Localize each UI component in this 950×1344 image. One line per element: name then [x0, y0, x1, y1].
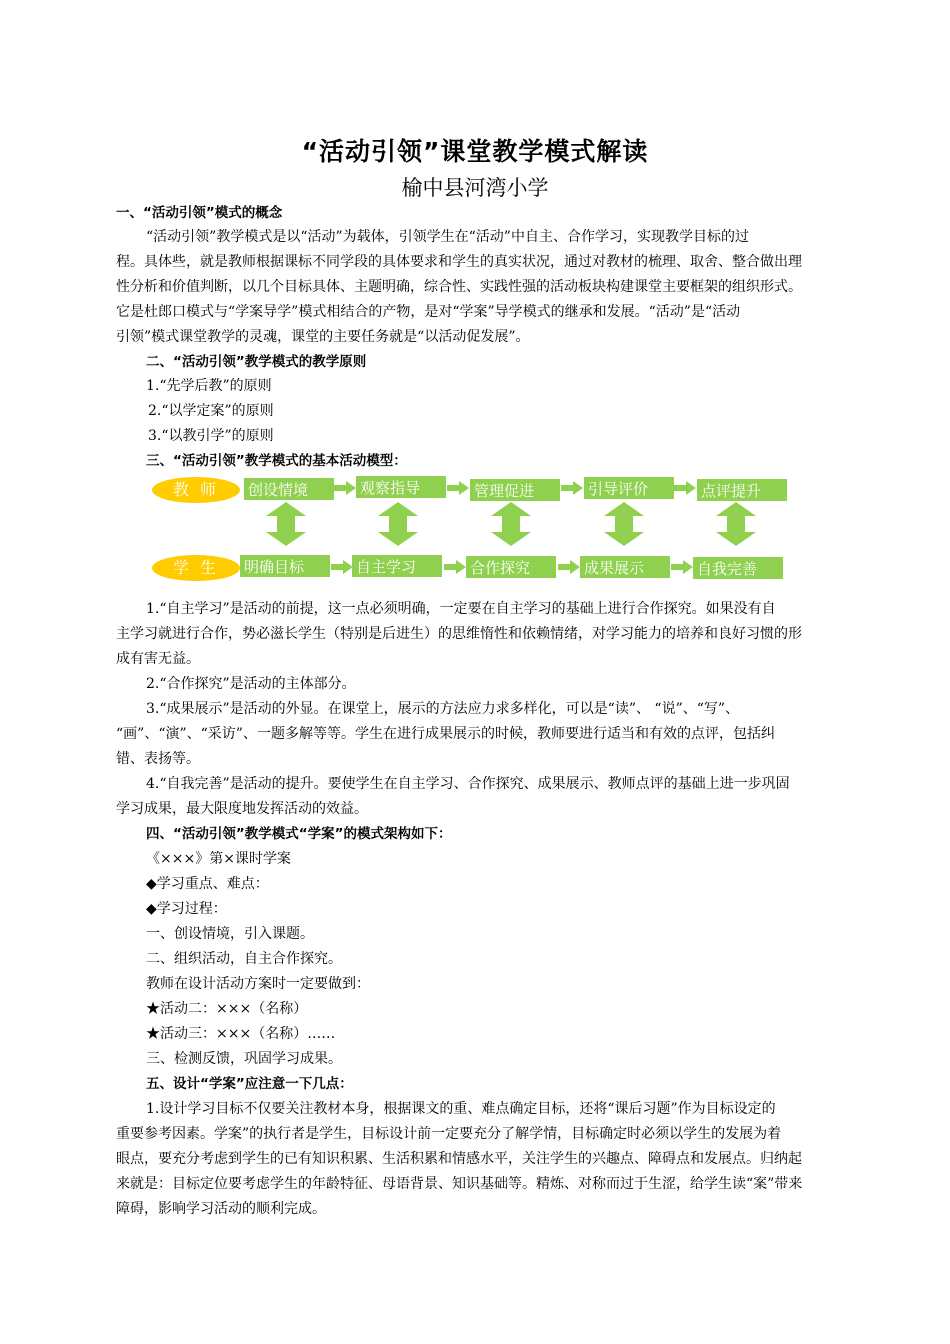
template-line: 教师在设计活动方案时一定要做到：	[146, 976, 370, 992]
double-arrow-icon	[716, 502, 756, 546]
template-line: ★活动二：×××（名称）	[146, 1001, 308, 1017]
section5-line: 1.设计学习目标不仅要关注教材本身，根据课文的重、难点确定目标，还将“课后习题”作为目标设定的	[146, 1101, 776, 1117]
template-line: ◆学习重点、难点：	[146, 876, 269, 892]
section2-heading: 二、“活动引领”教学模式的教学原则	[146, 354, 367, 370]
section3-paragraph-line: 1.“自主学习”是活动的前提，这一点必须明确，一定要在自主学习的基础上进行合作探究。如果没有自	[146, 601, 776, 617]
template-line: 二、组织活动，自主合作探究。	[146, 951, 342, 967]
section5-line: 眼点，要充分考虑到学生的已有知识积累、生活积累和情感水平，关注学生的兴趣点、障碍点和发展点。归纳起	[116, 1151, 802, 1167]
section3-paragraph-line: “画”、“演”、“采访”、一题多解等等。学生在进行成果展示的时候，教师要进行适当和有效的点评，包括纠	[116, 726, 775, 742]
student-step: 自我完善	[693, 557, 783, 579]
section5-heading: 五、设计“学案”应注意一下几点：	[146, 1076, 353, 1092]
principle-item: 3.“以教引学”的原则	[148, 428, 274, 444]
principle-item: 1.“先学后教”的原则	[146, 378, 272, 394]
double-arrow-icon	[378, 502, 418, 546]
principle-item: 2.“以学定案”的原则	[148, 403, 274, 419]
section5-line: 障碍，影响学习活动的顺利完成。	[116, 1201, 326, 1217]
document-title: “活动引领”课堂教学模式解读	[301, 137, 649, 166]
right-arrow-icon	[447, 481, 469, 495]
double-arrow-icon	[266, 502, 306, 546]
teacher-step: 引导评价	[584, 477, 674, 499]
template-line: ★活动三：×××（名称）……	[146, 1026, 336, 1042]
section3-paragraph-line: 错、表扬等。	[116, 751, 200, 767]
section1-heading: 一、“活动引领”模式的概念	[116, 205, 283, 221]
section5-line: 重要参考因素。学案”的执行者是学生，目标设计前一定要充分了解学情，目标确定时必须以学生的发展为着	[116, 1126, 782, 1142]
teacher-oval: 教 师	[152, 477, 240, 503]
document-subtitle: 榆中县河湾小学	[401, 176, 549, 200]
section5-line: 来就是：目标定位要考虑学生的年龄特征、母语背景、知识基础等。精炼、对称而过于生涩，给学生读“案”带来	[116, 1176, 803, 1192]
template-line: 三、检测反馈，巩固学习成果。	[146, 1051, 342, 1067]
teacher-step: 管理促进	[470, 479, 560, 501]
right-arrow-icon	[558, 560, 580, 574]
right-arrow-icon	[671, 560, 693, 574]
section3-paragraph-line: 主学习就进行合作，势必滋长学生（特别是后进生）的思维惰性和依赖情绪，对学习能力的培养和良好习惯的形	[116, 626, 802, 642]
right-arrow-icon	[561, 481, 583, 495]
section3-paragraph-line: 4.“自我完善”是活动的提升。要使学生在自主学习、合作探究、成果展示、教师点评的基础上进一步巩固	[146, 776, 790, 792]
section3-paragraph-line: 成有害无益。	[116, 651, 200, 667]
student-step: 自主学习	[352, 555, 442, 577]
student-oval: 学 生	[152, 555, 240, 581]
student-step: 明确目标	[240, 555, 330, 577]
double-arrow-icon	[604, 502, 644, 546]
teacher-step: 创设情境	[244, 478, 334, 500]
template-line: ◆学习过程：	[146, 901, 227, 917]
teacher-step: 点评提升	[697, 479, 787, 501]
template-line: 一、创设情境，引入课题。	[146, 926, 314, 942]
section1-line: “活动引领”教学模式是以“活动”为载体，引领学生在“活动”中自主、合作学习，实现教学目标的过	[146, 229, 749, 245]
template-line: 《×××》第×课时学案	[146, 851, 291, 867]
right-arrow-icon	[331, 560, 353, 574]
section3-heading: 三、“活动引领”教学模式的基本活动模型：	[146, 453, 407, 469]
student-step: 合作探究	[466, 556, 556, 578]
right-arrow-icon	[444, 560, 466, 574]
section4-heading: 四、“活动引领”教学模式“学案”的模式架构如下：	[146, 826, 452, 842]
section3-paragraph-line: 2.“合作探究”是活动的主体部分。	[146, 676, 356, 692]
section1-line: 程。具体些，就是教师根据课标不同学段的具体要求和学生的真实状况，通过对教材的梳理、取舍、整合做出理	[116, 254, 802, 270]
student-step: 成果展示	[580, 556, 670, 578]
teacher-step: 观察指导	[356, 476, 446, 498]
right-arrow-icon	[674, 481, 696, 495]
double-arrow-icon	[491, 502, 531, 546]
right-arrow-icon	[334, 481, 356, 495]
section1-line: 性分析和价值判断，以几个目标具体、主题明确，综合性、实践性强的活动板块构建课堂主要框架的组织形式。	[116, 279, 802, 295]
section1-line: 引领”模式课堂教学的灵魂，课堂的主要任务就是“以活动促发展”。	[116, 329, 530, 345]
section1-line: 它是杜郎口模式与“学案导学”模式相结合的产物，是对“学案”导学模式的继承和发展。“活动”是“活动	[116, 304, 741, 320]
section3-paragraph-line: 3.“成果展示”是活动的外显。在课堂上，展示的方法应力求多样化，可以是“读”、 “说”、“写”、	[146, 701, 740, 717]
section3-paragraph-line: 学习成果，最大限度地发挥活动的效益。	[116, 801, 368, 817]
